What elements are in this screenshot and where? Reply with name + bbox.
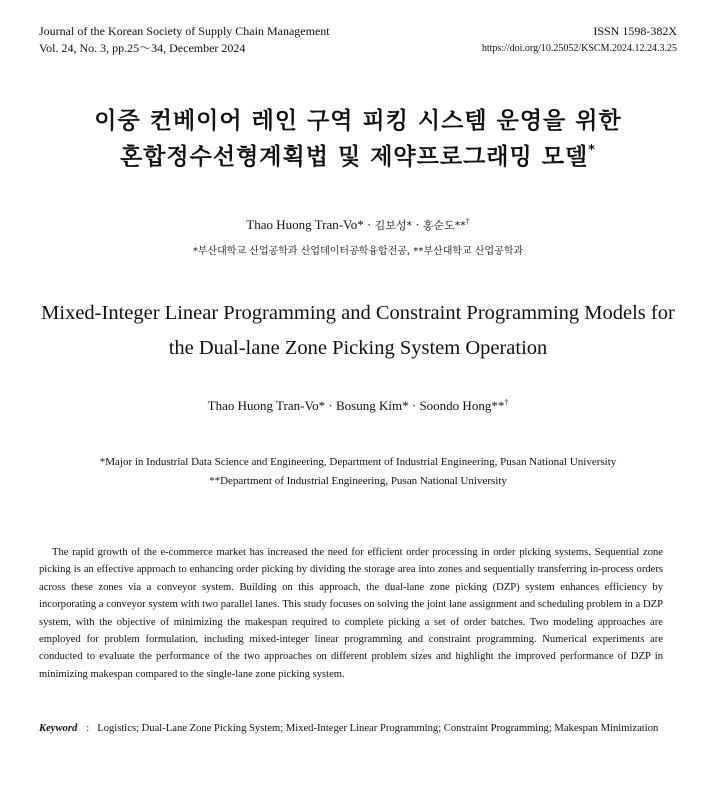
- author-separator: ·: [415, 217, 420, 232]
- corresponding-mark: †: [465, 217, 470, 226]
- affiliation-1: *Major in Industrial Data Science and Engineering, Department of Industrial Engineering, Pusan National University: [99, 456, 617, 468]
- korean-title-line1: 이중 컨베이어 레인 구역 피킹 시스템 운영을 위한: [94, 108, 622, 134]
- author-separator: ·: [411, 398, 417, 413]
- author-separator: ·: [367, 217, 372, 232]
- korean-authors: [0, 216, 716, 235]
- issn: ISSN 1598-382X: [593, 24, 677, 38]
- author-tran-vo-en: Thao Huong Tran-Vo*: [207, 398, 326, 413]
- author-separator: ·: [328, 398, 333, 413]
- author-tran-vo: Thao Huong Tran-Vo*: [246, 217, 364, 232]
- journal-name: Journal of the Korean Society of Supply Chain Management: [39, 24, 330, 38]
- english-title: [0, 296, 716, 366]
- author-kim-en: Bosung Kim*: [336, 398, 409, 413]
- author-hong-ko: 홍순도**: [422, 219, 466, 232]
- abstract: The rapid growth of the e-commerce market has increased the need for efficient order processing in order picking systems. Sequential zone picking is an effective approach to enhancing order picking by dividing the storage area into zones and sequentially transferring in-process orders across these zones via a conveyor system. Building on this approach, the dual-lane zone picking (DZP) system enhances efficiency by incorporating a conveyor system with two parallel lanes. This study focuses on solving the joint lane assignment and scheduling problem in a DZP system, with the objective of minimizing the makespan required to complete picking a set of order batches. Two modeling approaches are employed for problem formulation, including mixed-integer linear programming and constraint programming. Numerical experiments are conducted to evaluate the performance of the two approaches on different problem sizes and highlight the improved performance of DZP in minimizing makespan compared to the single-lane zone picking system.: [39, 547, 663, 680]
- keywords: [39, 720, 663, 737]
- author-kim-ko: 김보성*: [374, 219, 412, 232]
- english-title-line2: the Dual-lane Zone Picking System Operation: [168, 337, 548, 359]
- english-title-line1: Mixed-Integer Linear Programming and Constraint Programming Models for: [41, 302, 675, 324]
- doi-link[interactable]: https://doi.org/10.25052/KSCM.2024.12.24.3.25: [481, 43, 677, 54]
- author-hong-en: Soondo Hong**: [419, 398, 505, 413]
- korean-affiliation: *부산대학교 산업공학과 산업데이터공학융합전공, **부산대학교 산업공학과: [192, 246, 524, 257]
- korean-title-line2: 혼합정수선형계획법 및 제약프로그래밍 모델*: [120, 143, 596, 170]
- affiliation-2: **Department of Industrial Engineering, Pusan National University: [209, 475, 507, 487]
- journal-citation: Vol. 24, No. 3, pp.25～34, December 2024: [39, 41, 246, 55]
- korean-title: [0, 103, 716, 175]
- english-authors: [0, 397, 716, 415]
- keyword-colon: :: [86, 723, 90, 734]
- corresponding-mark: †: [504, 398, 509, 407]
- keyword-label: Keyword: [39, 723, 78, 734]
- keyword-list: Logistics; Dual-Lane Zone Picking System; Mixed-Integer Linear Programming; Constraint Programming; Makespan Minimization: [97, 723, 659, 734]
- journal-identifiers: [482, 23, 677, 57]
- english-affiliations: [0, 453, 716, 491]
- title-footnote-mark: *: [588, 143, 596, 158]
- journal-header: [39, 23, 330, 57]
